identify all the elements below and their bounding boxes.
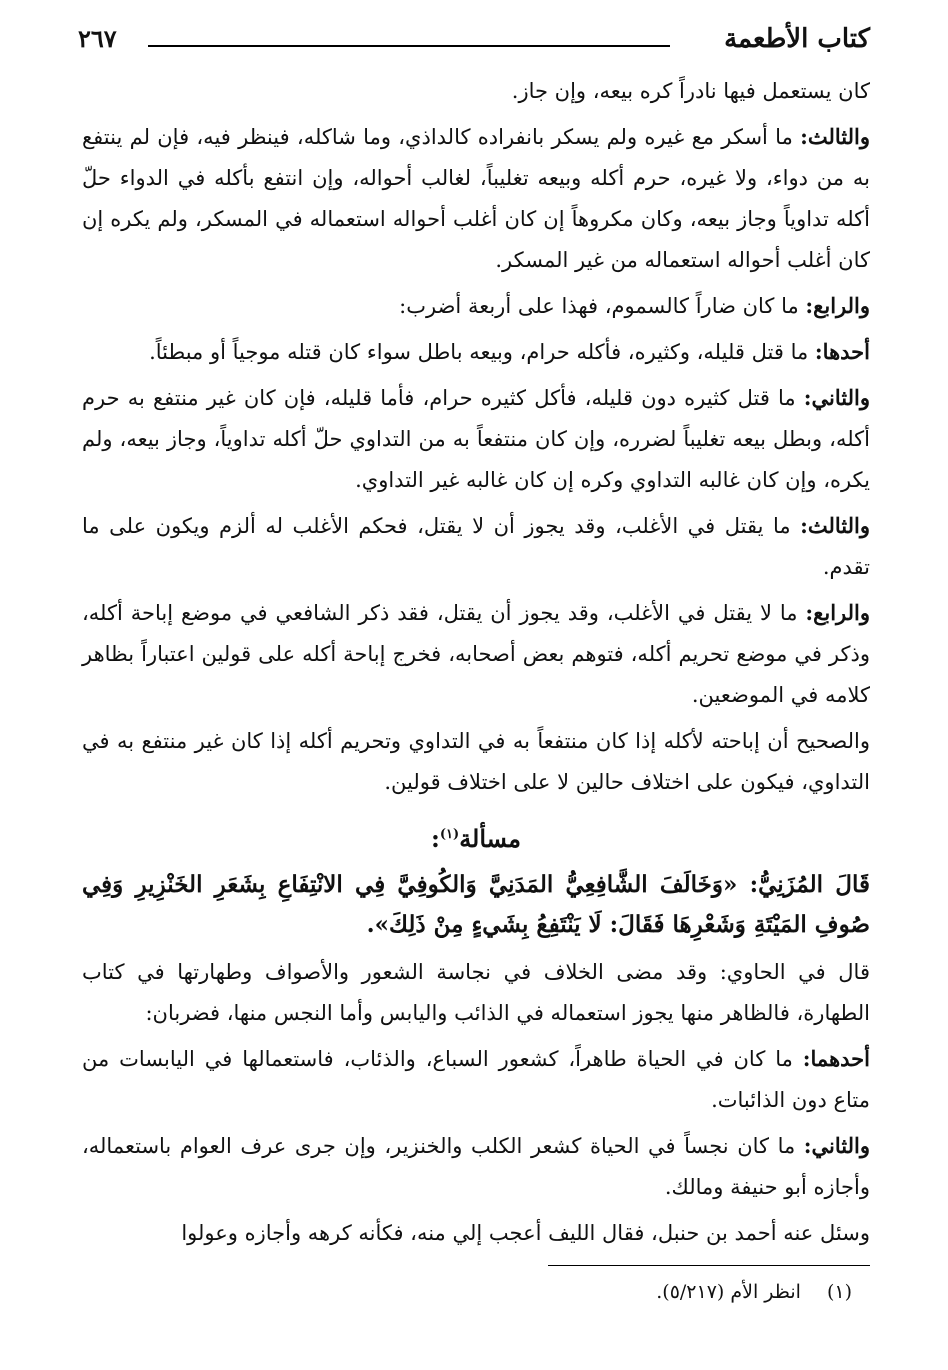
paragraph (82, 592, 870, 716)
body-text (82, 70, 870, 1258)
paragraph-lead: والثالث: (800, 513, 870, 538)
paragraph-text: قال في الحاوي: وقد مضى الخلاف في نجاسة الشعور والأصواف وطهارتها في كتاب الطهارة، فالظاهر منها يجوز استعماله في الذائب واليابس وأما النجس منها، فضربان: (82, 960, 870, 1025)
paragraph-lead: والرابع: (805, 600, 870, 625)
paragraph-text: ما لا يقتل في الأغلب، وقد يجوز أن يقتل، فقد ذكر الشافعي في موضع إباحة أكله، وذكر في موضع تحريم أكله، فتوهم بعض أصحابه، فخرج إباحة أكله على قولين اعتباراً بظاهر كلامه في الموضعين. (82, 601, 870, 707)
paragraph (82, 377, 870, 501)
paragraph-text: ما يقتل في الأغلب، وقد يجوز أن لا يقتل، فحكم الأغلب له ألزم ويكون على ما تقدم. (82, 514, 870, 579)
paragraph-text: ما أسكر مع غيره ولم يسكر بانفراده كالداذي، وما شاكله، فينظر فيه، فإن لم ينتفع به من دواء، ولا غيره، حرم أكله وبيعه تغليباً، لغالب أحواله، وإن انتفع بأكله في الدواء حلّ أكله تداوياً وجاز بيعه، وكان مكروهاً إن كان أغلب أحواله استعماله في المسكر، ولم يكره إن كان أغلب أحواله استعماله من غير المسكر. (82, 125, 870, 272)
paragraph (82, 285, 870, 327)
paragraph-lead: والرابع: (805, 293, 870, 318)
paragraph (82, 1125, 870, 1208)
paragraph (82, 720, 870, 803)
paragraph-text: ما كان في الحياة طاهراً، كشعور السباع، والذئاب، فاستعمالها في اليابسات من متاع دون الذائبات. (82, 1047, 870, 1112)
paragraph-text: ما قتل قليله، وكثيره، فأكله حرام، وبيعه باطل سواء كان قتله موجياً أو مبطئاً. (149, 340, 815, 364)
footnote-number: (١) (826, 1281, 852, 1303)
paragraph (82, 70, 870, 112)
section-heading-colon: : (431, 824, 440, 853)
footnote (656, 1278, 852, 1306)
paragraph-text: ما قتل كثيره دون قليله، فأكل كثيره حرام، فأما قليله، فإن كان غير منتفع به حرم أكله، وبطل بيعه تغليباً لضرره، وإن كان منتفعاً به من التداوي حلّ أكله تداوياً، وجاز بيعه، ولم يكره، وإن كان غالبه التداوي وكره إن كان غالبه غير التداوي. (82, 386, 870, 492)
quoted-text: قَالَ المُزَنِيُّ: «وَخَالَفَ الشَّافِعِيُّ المَدَنِيَّ وَالكُوفِيَّ فِي الانْتِفَاعِ بِشَعَرِ الخَنْزِيرِ وَفِي صُوفِ المَيْتَةِ وَشَعْرِهَا فَقَالَ: لَا يَنْتَفِعُ بِشَيءٍ مِنْ ذَلِكَ». (82, 871, 870, 938)
paragraph (82, 951, 870, 1034)
footnote-marker: (١) (439, 827, 460, 842)
paragraph (82, 1212, 870, 1254)
section-heading (82, 817, 870, 857)
paragraph-text: ما كان ضاراً كالسموم، فهذا على أربعة أضرب: (399, 294, 806, 318)
page-number: ٢٦٧ (78, 24, 117, 53)
paragraph (82, 331, 870, 373)
paragraph-lead: أحدهما: (802, 1046, 870, 1071)
paragraph-text: كان يستعمل فيها نادراً كره بيعه، وإن جاز. (511, 79, 870, 103)
paragraph-lead: والثالث: (800, 124, 870, 149)
paragraph-lead: والثاني: (803, 385, 870, 410)
paragraph-text: ما كان نجساً في الحياة كشعر الكلب والخنزير، وإن جرى عرف العوام باستعماله، وأجازه أبو حنيفة ومالك. (82, 1134, 870, 1199)
section-heading-text: مسألة (459, 824, 521, 853)
paragraph-lead: والثاني: (803, 1133, 870, 1158)
paragraph-lead: أحدها: (814, 339, 870, 364)
footnote-text: انظر الأم (٥/٢١٧). (656, 1281, 801, 1303)
running-title: كتاب الأطعمة (724, 24, 870, 54)
page-header (78, 24, 870, 64)
paragraph-text: وسئل عنه أحمد بن حنبل، فقال الليف أعجب إلي منه، فكأنه كرهه وأجازه وعولوا (181, 1221, 870, 1245)
header-rule (148, 45, 670, 47)
paragraph (82, 116, 870, 281)
footnote-rule (548, 1265, 870, 1266)
paragraph-text: والصحيح أن إباحته لأكله إذا كان منتفعاً به في التداوي وتحريم أكله إذا كان غير منتفع به في التداوي، فيكون على اختلاف حالين لا على اختلاف قولين. (82, 729, 870, 794)
paragraph (82, 505, 870, 588)
paragraph (82, 1038, 870, 1121)
